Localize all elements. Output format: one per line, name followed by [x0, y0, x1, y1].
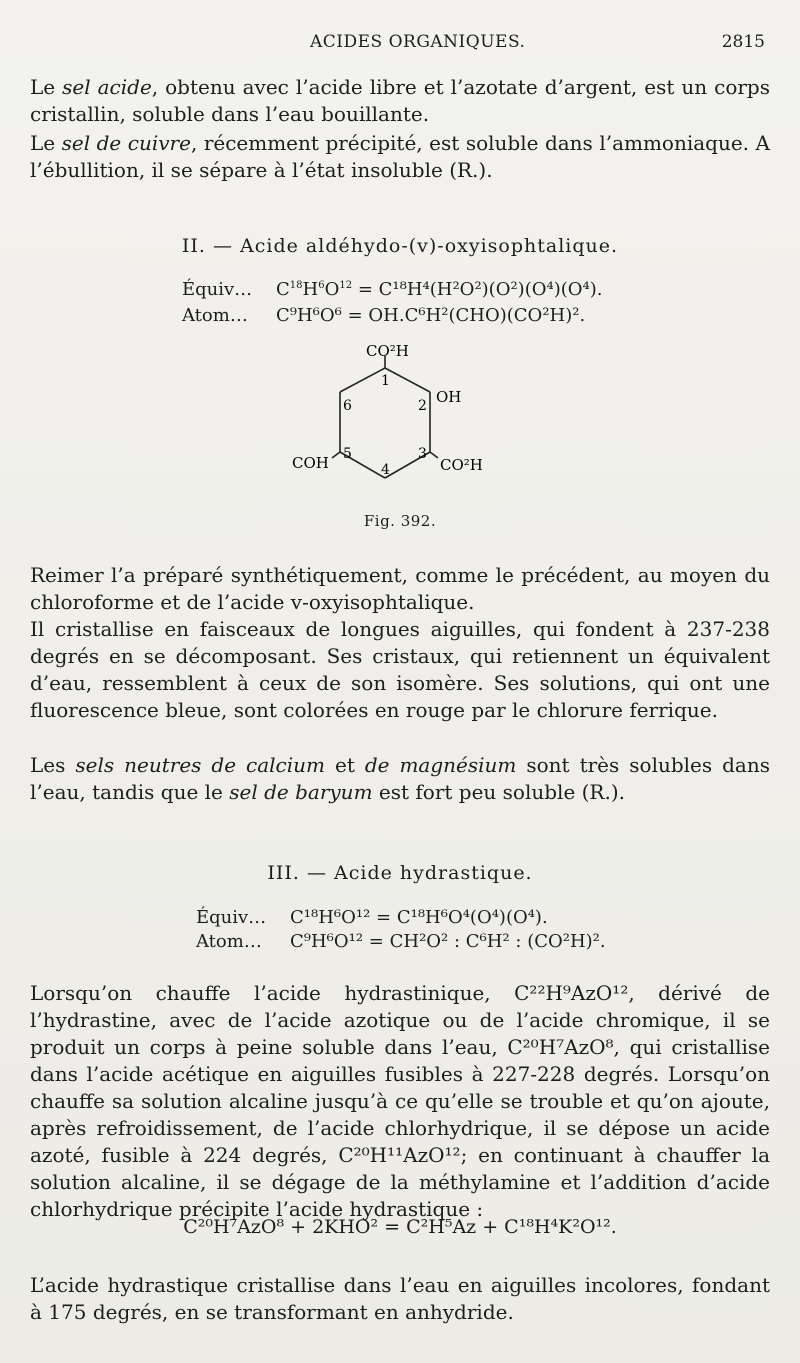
formula-equiv-iii: Équiv… C¹⁸H⁶O¹² = C¹⁸H⁶O⁴(O⁴)(O⁴).	[196, 907, 548, 928]
section-title-iii: III. — Acide hydrastique.	[267, 862, 533, 884]
running-title: ACIDES ORGANIQUES.	[310, 32, 526, 52]
formula-equiv-ii: Équiv… $C^{18}H^6O^{12} = C^{18}H^4(H^2O^2)(O^2)(O^4)(O^4)$.	[182, 279, 603, 300]
bond-right-substituent	[430, 452, 438, 458]
co2h-right-label: CO²H	[440, 456, 483, 474]
atom-number-6: 6	[343, 398, 352, 414]
figure-caption: Fig. 392.	[363, 512, 437, 530]
page-number: 2815	[721, 32, 765, 52]
paragraph-reimer: Reimer l’a préparé synthétiquement, comme le précédent, au moyen du chloroforme et de l’acide v-oxyisophtalique.	[30, 563, 770, 614]
paragraph-hydrastique-final: L’acide hydrastique cristallise dans l’eau en aiguilles incolores, fondant à 175 degrés, en se transformant en anhydride.	[30, 1273, 770, 1324]
paragraph-hydrastinique: Lorsqu’on chauffe l’acide hydrastinique, C²²H⁹AzO¹², dérivé de l’hydrastine, avec de l’acide azotique ou de l’acide chromique, il se produit un corps à peine soluble dans l’eau, C²⁰H⁷AzO⁸, qui cristallise dans l’acide acétique en aiguilles fusibles à 227-228 degrés. Lorsqu’on chauffe sa solution alcaline jusqu’à ce qu’elle se trouble et qu’on ajoute, après refroidissement, de l’acide chlorhydrique, il se dépose un acide azoté, fusible à 224 degrés, C²⁰H¹¹AzO¹²; en continuant à chauffer la solution alcaline, il se dégage de la méthylamine et l’addition d’acide chlorhydrique précipite l’acide hydrastique :	[30, 981, 770, 1221]
hexagon-diagram	[280, 340, 540, 510]
atom-number-3: 3	[418, 446, 427, 462]
atom-number-1: 1	[381, 373, 390, 389]
paragraph-sel-cuivre: Le sel de cuivre, récemment précipité, est soluble dans l’ammoniaque. A l’ébullition, il se sépare à l’état insoluble (R.).	[30, 131, 770, 182]
coh-label: COH	[292, 454, 329, 472]
paragraph-sel-acide: Le sel acide, obtenu avec l’acide libre et l’azotate d’argent, est un corps cristallin, soluble dans l’eau bouillante.	[30, 75, 771, 126]
section-title-ii: II. — Acide aldéhydo-(v)-oxyisophtalique.	[181, 235, 619, 257]
atom-number-4: 4	[381, 462, 390, 478]
page-header	[30, 32, 765, 56]
atom-number-5: 5	[343, 446, 352, 462]
figure-392-benzene-ring	[280, 340, 540, 540]
bond-1-2	[385, 368, 430, 392]
paragraph-cristallise: Il cristallise en faisceaux de longues aiguilles, qui fondent à 237-238 degrés en se décomposant. Ses cristaux, qui retiennent un équivalent d’eau, ressemblent à ceux de son isomère. Ses solutions, qui ont une fluorescence bleue, sont colorées en rouge par le chlorure ferrique.	[30, 617, 770, 722]
bond-6-1	[340, 368, 385, 392]
atom-number-2: 2	[418, 398, 427, 414]
bond-left-substituent	[332, 452, 340, 458]
reaction-equation: C²⁰H⁷AzO⁸ + 2KHO² = C²H⁵Az + C¹⁸H⁴K²O¹².	[183, 1216, 617, 1238]
co2h-top-label: CO²H	[366, 342, 409, 360]
formula-atom-iii: Atom… C⁹H⁶O¹² = CH²O² : C⁶H² : (CO²H)².	[196, 931, 606, 952]
paragraph-sels-neutres: Les sels neutres de calcium et de magnésium sont très solubles dans l’eau, tandis que le sel de baryum est fort peu soluble (R.).	[30, 753, 770, 804]
oh-label: OH	[436, 388, 462, 406]
formula-atom-ii: Atom… C⁹H⁶O⁶ = OH.C⁶H²(CHO)(CO²H)².	[182, 305, 586, 326]
